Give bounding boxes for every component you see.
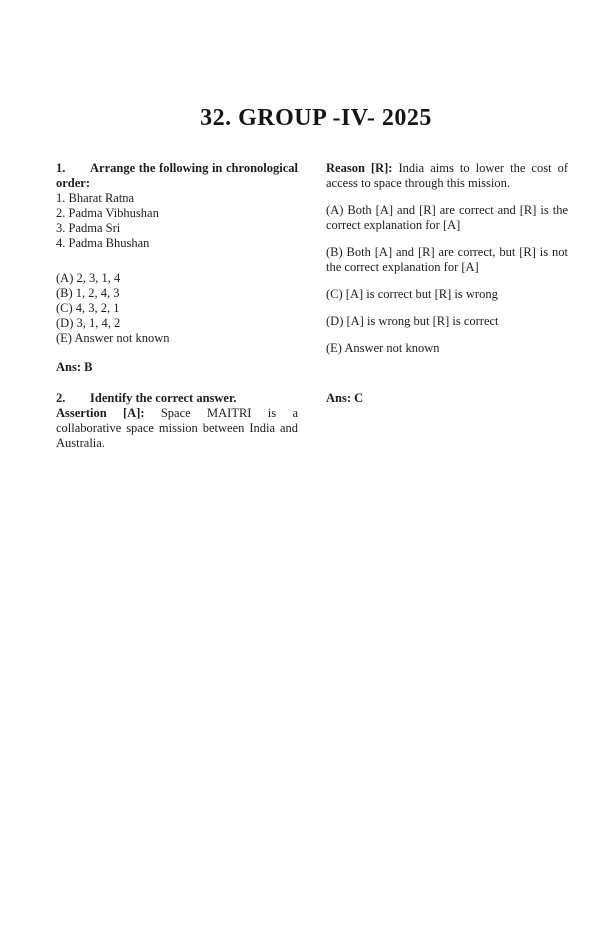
question-1-number: 1. bbox=[56, 161, 66, 175]
option-item: (A) Both [A] and [R] are correct and [R] is the correct explanation for [A] bbox=[326, 203, 568, 232]
option-item: (C) [A] is correct but [R] is wrong bbox=[326, 287, 498, 301]
question-2-answer: Ans: C bbox=[326, 391, 364, 405]
question-1-options bbox=[56, 271, 298, 346]
two-column-layout bbox=[56, 161, 600, 451]
question-2-heading-text: Identify the correct answer. bbox=[90, 391, 237, 405]
left-column bbox=[56, 161, 298, 451]
question-2-options bbox=[326, 203, 568, 356]
reason-label: Reason [R]: bbox=[326, 161, 393, 175]
option-item: (B) Both [A] and [R] are correct, but [R] is not the correct explanation for [A] bbox=[326, 245, 568, 274]
option-item: (D) [A] is wrong but [R] is correct bbox=[326, 314, 499, 328]
option-item: (E) Answer not known bbox=[326, 341, 440, 355]
option-item: (C) 4, 3, 2, 1 bbox=[56, 301, 120, 315]
list-item: 4. Padma Bhushan bbox=[56, 236, 150, 250]
question-1-heading-text: Arrange the following in chronological order: bbox=[56, 161, 298, 190]
assertion-label: Assertion [A]: bbox=[56, 406, 145, 420]
option-item: (E) Answer not known bbox=[56, 331, 170, 345]
assertion-paragraph bbox=[56, 406, 298, 451]
page-title: 32. GROUP -IV- 2025 bbox=[200, 105, 432, 131]
option-item: (B) 1, 2, 4, 3 bbox=[56, 286, 120, 300]
list-item: 3. Padma Sri bbox=[56, 221, 121, 235]
question-1-answer: Ans: B bbox=[56, 360, 93, 374]
right-column bbox=[326, 161, 568, 451]
list-item: 1. Bharat Ratna bbox=[56, 191, 135, 205]
option-item: (A) 2, 3, 1, 4 bbox=[56, 271, 121, 285]
question-1-heading bbox=[56, 161, 298, 191]
option-item: (D) 3, 1, 4, 2 bbox=[56, 316, 121, 330]
question-2-heading bbox=[56, 391, 298, 406]
question-1-item-list bbox=[56, 191, 298, 251]
question-2-number: 2. bbox=[56, 391, 66, 405]
assertion-text: Space MAITRI is a collaborative space mission between India and Australia. bbox=[56, 406, 298, 450]
list-item: 2. Padma Vibhushan bbox=[56, 206, 159, 220]
document-page bbox=[0, 103, 600, 926]
reason-paragraph bbox=[326, 161, 568, 191]
reason-text: India aims to lower the cost of access to space through this mission. bbox=[326, 161, 569, 190]
